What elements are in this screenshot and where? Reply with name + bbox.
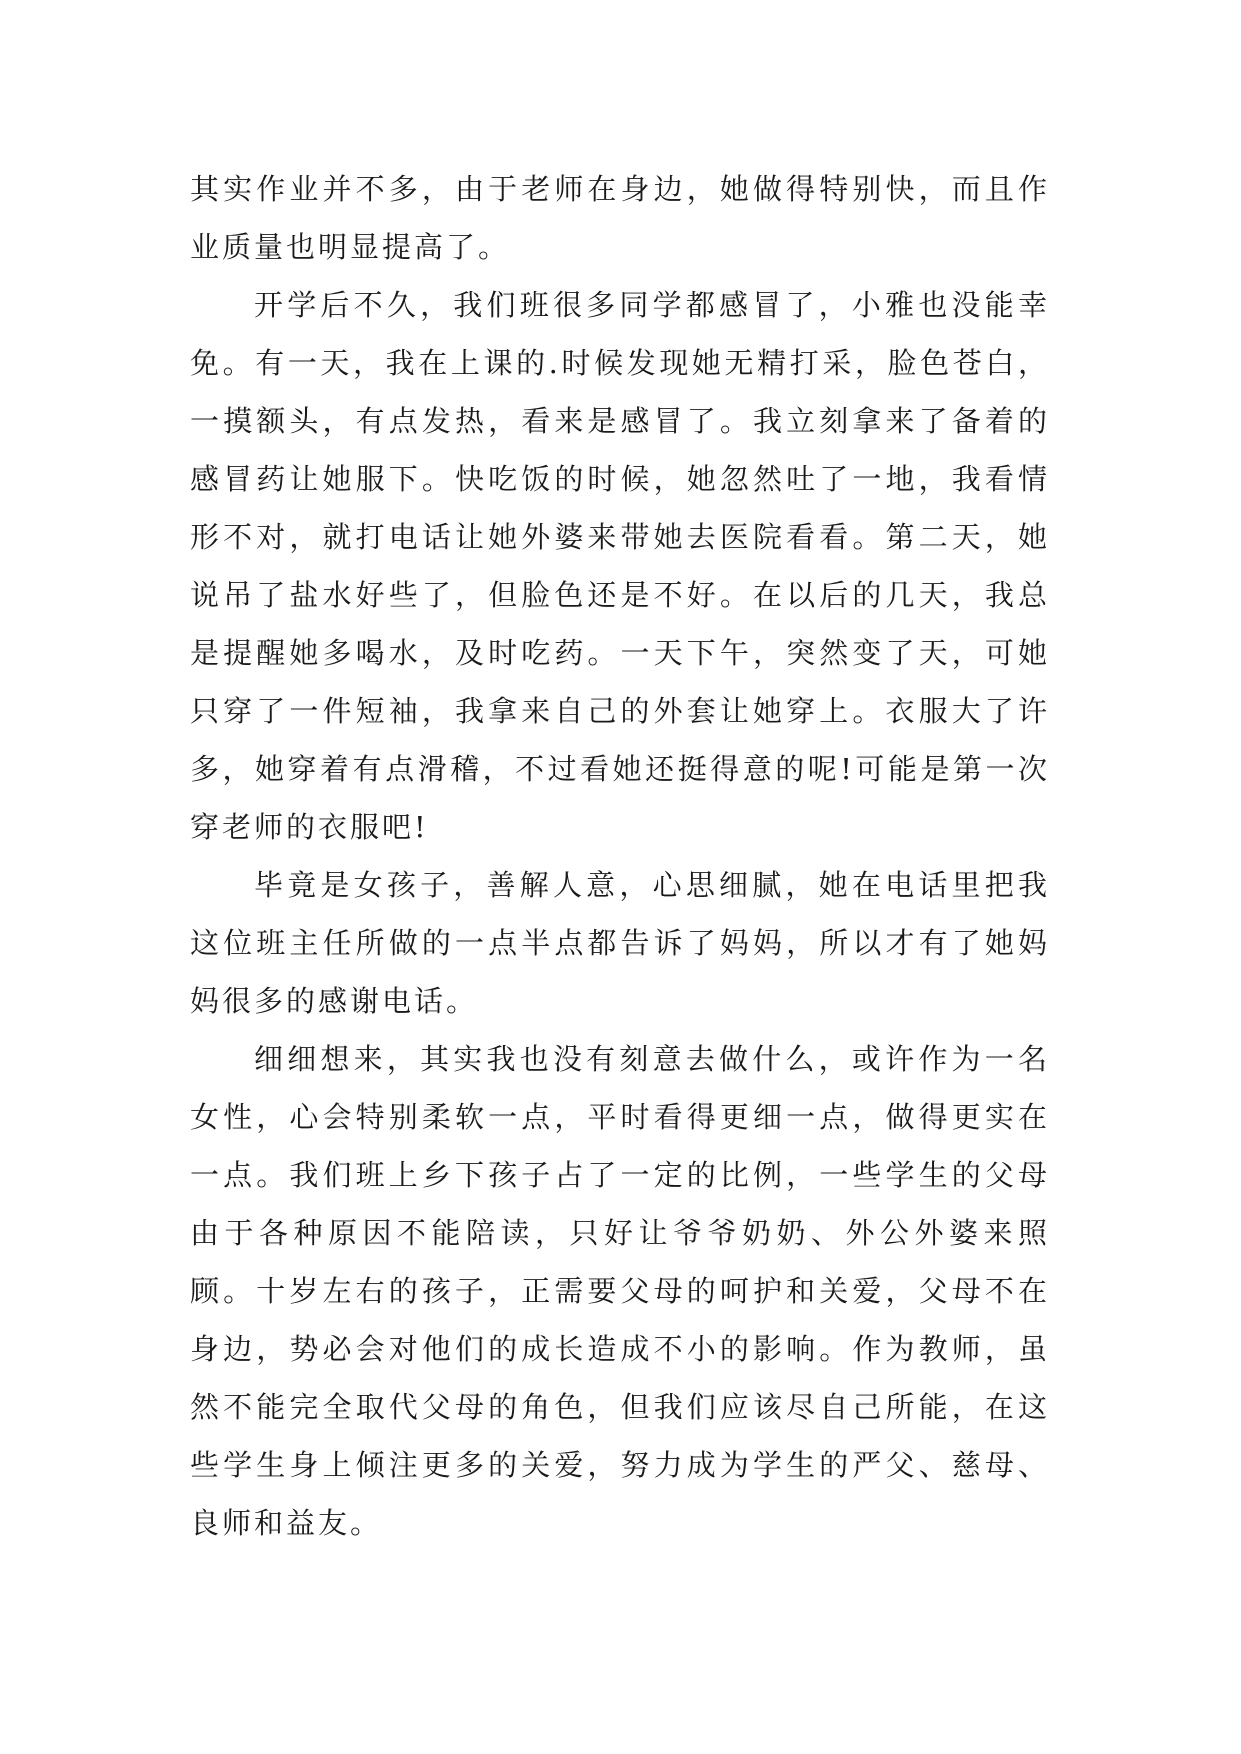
document-body (190, 160, 1050, 1552)
paragraph-continuation: 其实作业并不多，由于老师在身边，她做得特别快，而且作业质量也明显提高了。 (190, 172, 1050, 264)
paragraph-gratitude: 毕竟是女孩子，善解人意，心思细腻，她在电话里把我这位班主任所做的一点半点都告诉了妈妈，所以才有了她妈妈很多的感谢电话。 (190, 868, 1050, 1018)
paragraph-reflection: 细细想来，其实我也没有刻意去做什么，或许作为一名女性，心会特别柔软一点，平时看得更细一点，做得更实在一点。我们班上乡下孩子占了一定的比例，一些学生的父母由于各种原因不能陪读，只好让爷爷奶奶、外公外婆来照顾。十岁左右的孩子，正需要父母的呵护和关爱，父母不在身边，势必会对他们的成长造成不小的影响。作为教师，虽然不能完全取代父母的角色，但我们应该尽自己所能，在这些学生身上倾注更多的关爱，努力成为学生的严父、慈母、良师和益友。 (190, 1042, 1050, 1540)
paragraph-illness: 开学后不久，我们班很多同学都感冒了，小雅也没能幸免。有一天，我在上课的.时候发现她无精打采，脸色苍白，一摸额头，有点发热，看来是感冒了。我立刻拿来了备着的感冒药让她服下。快吃饭的时候，她忽然吐了一地，我看情形不对，就打电话让她外婆来带她去医院看看。第二天，她说吊了盐水好些了，但脸色还是不好。在以后的几天，我总是提醒她多喝水，及时吃药。一天下午，突然变了天，可她只穿了一件短袖，我拿来自己的外套让她穿上。衣服大了许多，她穿着有点滑稽，不过看她还挺得意的呢!可能是第一次穿老师的衣服吧! (190, 288, 1050, 844)
